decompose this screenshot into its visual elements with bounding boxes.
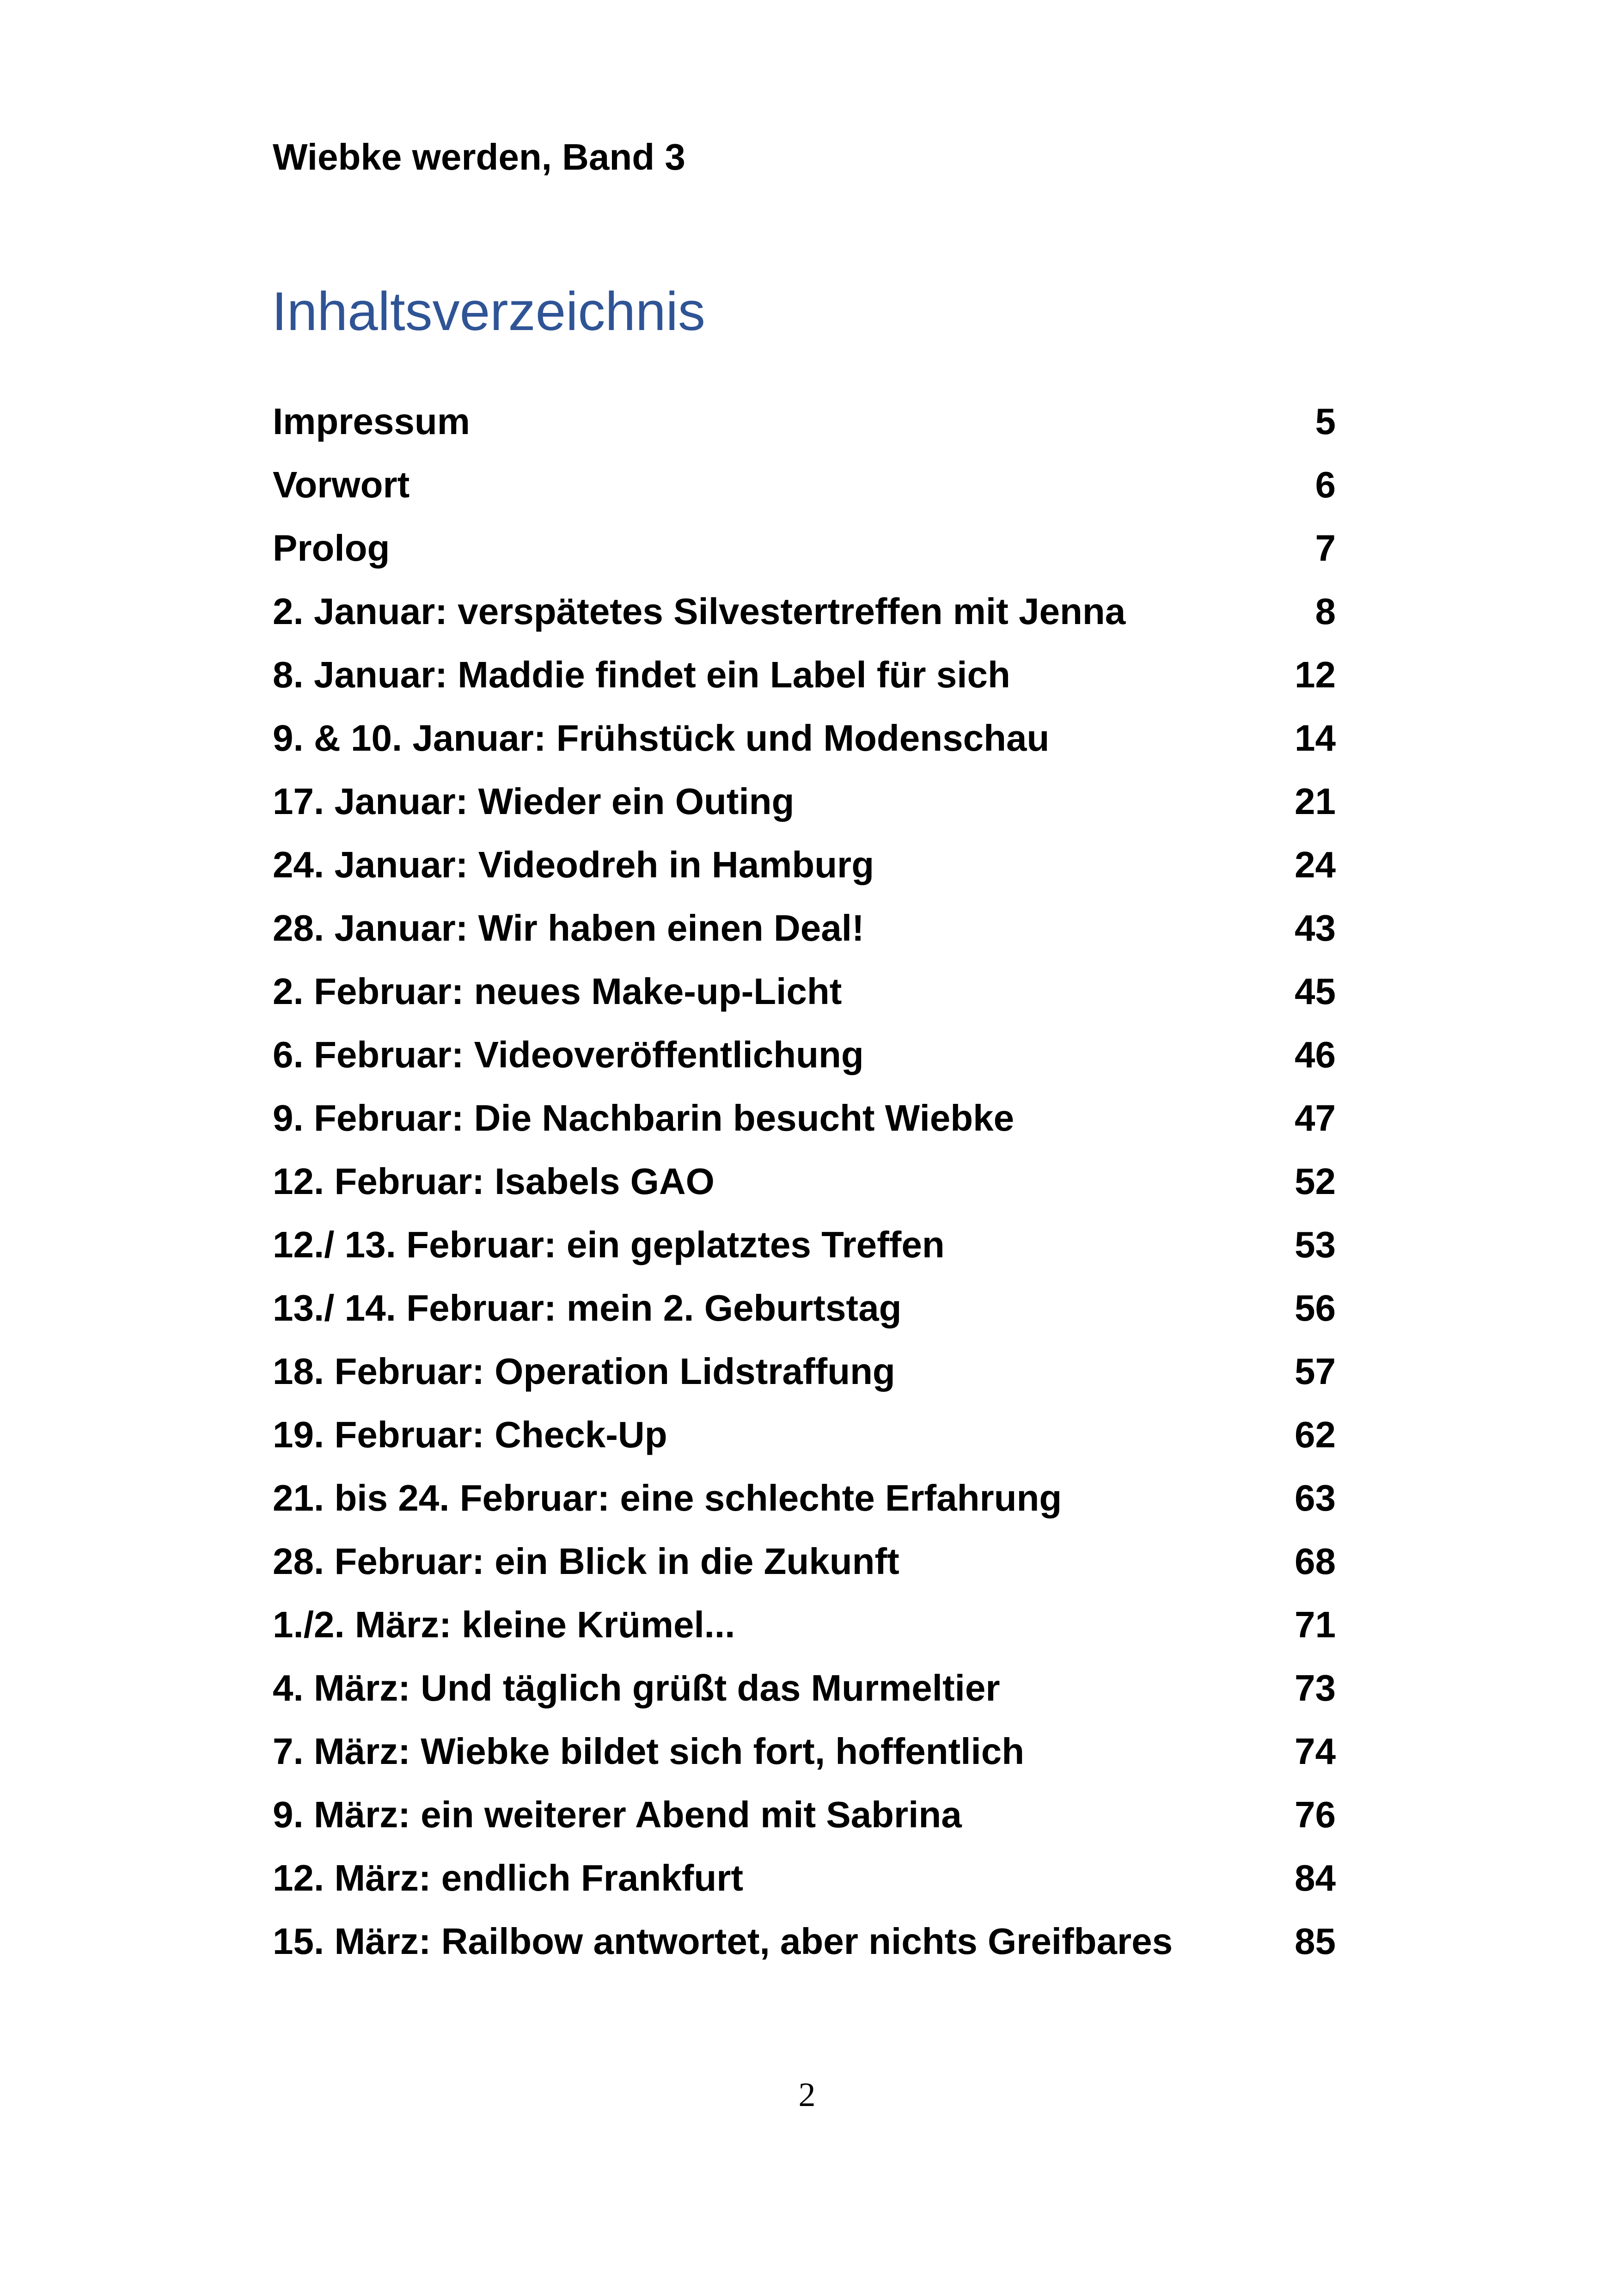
toc-entry-label: 12. Februar: Isabels GAO	[273, 1160, 715, 1202]
toc-entry-page: 46	[1295, 1034, 1336, 1075]
toc-entry-label: 18. Februar: Operation Lidstraffung	[273, 1350, 895, 1392]
toc-entry	[273, 643, 1336, 706]
toc-entry-page: 63	[1295, 1477, 1336, 1518]
toc-entry-page: 6	[1315, 464, 1336, 505]
toc-entry-label: Impressum	[273, 400, 470, 442]
toc-entry	[273, 833, 1336, 896]
toc-entry	[273, 1783, 1336, 1846]
toc-entry-page: 56	[1295, 1287, 1336, 1329]
toc-entry-page: 73	[1295, 1667, 1336, 1708]
toc-entry	[273, 1150, 1336, 1213]
toc-list	[273, 390, 1336, 1973]
toc-entry	[273, 1213, 1336, 1276]
toc-entry-page: 12	[1295, 654, 1336, 695]
toc-entry	[273, 516, 1336, 580]
toc-entry-label: 17. Januar: Wieder ein Outing	[273, 780, 795, 822]
toc-entry-page: 43	[1295, 907, 1336, 949]
toc-entry-page: 74	[1295, 1730, 1336, 1772]
toc-entry-label: 2. Januar: verspätetes Silvestertreffen mit Jenna	[273, 590, 1126, 632]
toc-entry-label: 19. Februar: Check-Up	[273, 1414, 667, 1455]
toc-entry-label: 12./ 13. Februar: ein geplatztes Treffen	[273, 1224, 945, 1265]
toc-entry-label: 9. & 10. Januar: Frühstück und Modenschau	[273, 717, 1050, 759]
toc-entry-label: 21. bis 24. Februar: eine schlechte Erfahrung	[273, 1477, 1062, 1518]
toc-entry	[273, 1720, 1336, 1783]
toc-entry	[273, 1466, 1336, 1530]
toc-entry	[273, 896, 1336, 960]
toc-entry	[273, 1403, 1336, 1466]
toc-entry-page: 47	[1295, 1097, 1336, 1139]
toc-entry-label: 15. März: Railbow antwortet, aber nichts Greifbares	[273, 1920, 1173, 1962]
toc-entry	[273, 453, 1336, 516]
toc-entry-label: 4. März: Und täglich grüßt das Murmeltier	[273, 1667, 1000, 1708]
toc-entry-page: 24	[1295, 844, 1336, 885]
toc-entry-page: 53	[1295, 1224, 1336, 1265]
toc-entry-page: 76	[1295, 1794, 1336, 1835]
page-number: 2	[798, 2076, 816, 2114]
toc-entry-page: 52	[1295, 1160, 1336, 1202]
toc-entry	[273, 580, 1336, 643]
toc-entry	[273, 960, 1336, 1023]
toc-entry-label: 12. März: endlich Frankfurt	[273, 1857, 743, 1898]
toc-entry	[273, 706, 1336, 770]
book-title: Wiebke werden, Band 3	[273, 136, 685, 178]
toc-entry-label: 28. Februar: ein Blick in die Zukunft	[273, 1540, 899, 1582]
toc-entry-label: 7. März: Wiebke bildet sich fort, hoffentlich	[273, 1730, 1025, 1772]
toc-entry	[273, 1340, 1336, 1403]
toc-entry-label: 8. Januar: Maddie findet ein Label für sich	[273, 654, 1010, 695]
toc-entry-page: 57	[1295, 1350, 1336, 1392]
toc-heading: Inhaltsverzeichnis	[272, 281, 705, 342]
toc-entry-label: 2. Februar: neues Make-up-Licht	[273, 970, 842, 1012]
toc-entry-label: Prolog	[273, 527, 390, 569]
toc-entry-page: 5	[1315, 400, 1336, 442]
toc-entry	[273, 1023, 1336, 1086]
toc-entry-page: 14	[1295, 717, 1336, 759]
toc-entry-page: 62	[1295, 1414, 1336, 1455]
toc-entry	[273, 1656, 1336, 1720]
toc-entry	[273, 1086, 1336, 1150]
toc-entry-page: 7	[1315, 527, 1336, 569]
toc-entry	[273, 1910, 1336, 1973]
toc-entry	[273, 1530, 1336, 1593]
toc-entry-label: 6. Februar: Videoveröffentlichung	[273, 1034, 864, 1075]
toc-entry-label: 9. März: ein weiterer Abend mit Sabrina	[273, 1794, 962, 1835]
toc-entry	[273, 770, 1336, 833]
toc-entry-page: 71	[1295, 1604, 1336, 1645]
toc-entry-page: 21	[1295, 780, 1336, 822]
toc-entry	[273, 390, 1336, 453]
toc-entry-label: 28. Januar: Wir haben einen Deal!	[273, 907, 864, 949]
toc-entry-page: 68	[1295, 1540, 1336, 1582]
toc-entry	[273, 1593, 1336, 1656]
toc-entry-label: 13./ 14. Februar: mein 2. Geburtstag	[273, 1287, 902, 1329]
toc-entry-page: 8	[1315, 590, 1336, 632]
toc-entry-page: 85	[1295, 1920, 1336, 1962]
toc-entry-label: 9. Februar: Die Nachbarin besucht Wiebke	[273, 1097, 1015, 1139]
toc-entry-label: 24. Januar: Videodreh in Hamburg	[273, 844, 874, 885]
toc-entry-label: 1./2. März: kleine Krümel...	[273, 1604, 735, 1645]
toc-entry-label: Vorwort	[273, 464, 410, 505]
toc-entry	[273, 1846, 1336, 1910]
toc-entry	[273, 1276, 1336, 1340]
toc-entry-page: 45	[1295, 970, 1336, 1012]
toc-entry-page: 84	[1295, 1857, 1336, 1898]
